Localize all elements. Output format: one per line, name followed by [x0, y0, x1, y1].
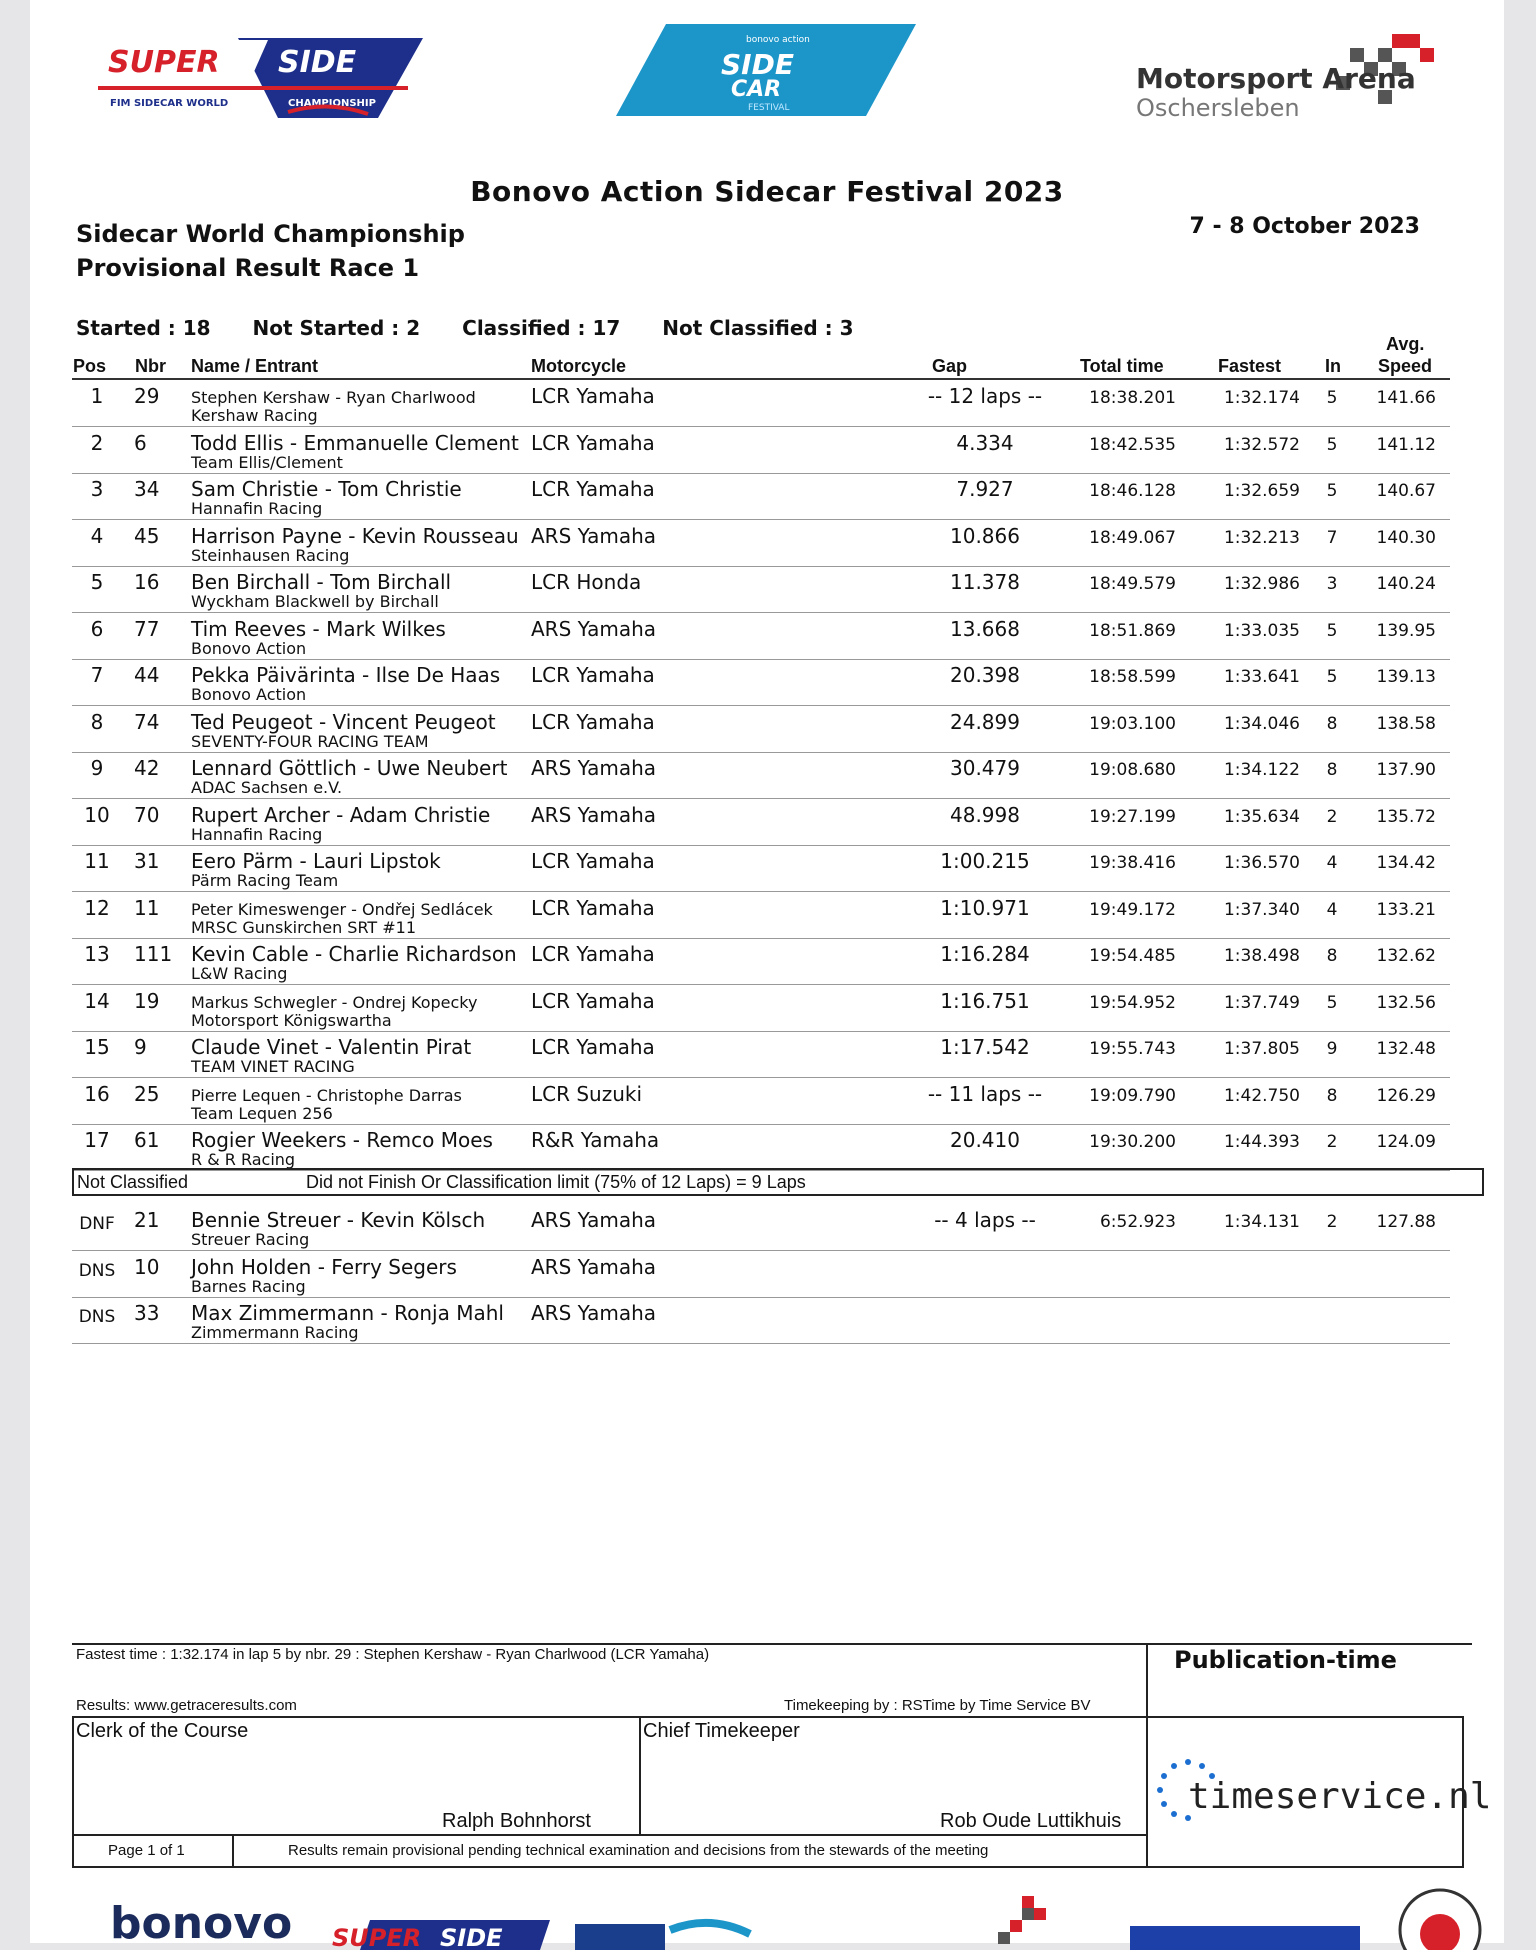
row-speed: 139.95	[1376, 620, 1436, 641]
row-pos: 16	[84, 1081, 110, 1106]
row-pos: 7	[90, 663, 104, 687]
row-nbr: 10	[134, 1254, 160, 1279]
sponsor-strip	[70, 1890, 1490, 1950]
row-fastest: 1:33.035	[1223, 620, 1300, 641]
clerk-name: Ralph Bohnhorst	[442, 1810, 591, 1832]
row-in: 4	[1326, 899, 1338, 920]
row-divider	[72, 938, 1450, 939]
row-speed: 126.29	[1376, 1085, 1436, 1106]
row-in: 2	[1326, 1132, 1338, 1152]
row-entrant: Hannafin Racing	[191, 824, 323, 844]
row-nbr: 34	[134, 477, 160, 501]
row-fastest: 1:32.659	[1223, 481, 1300, 501]
row-divider	[72, 1343, 1450, 1344]
svg-text:FESTIVAL: FESTIVAL	[748, 103, 790, 113]
row-gap: 1:16.751	[940, 988, 1030, 1013]
row-in: 2	[1326, 1212, 1338, 1232]
row-entrant: Wyckham Blackwell by Birchall	[191, 592, 439, 611]
svg-text:timeservice.nl: timeservice.nl	[1188, 1776, 1492, 1817]
row-gap: -- 11 laps --	[927, 1081, 1043, 1106]
row-gap: 1:16.284	[940, 942, 1030, 966]
svg-text:SIDE: SIDE	[278, 45, 357, 80]
row-motorcycle: ARS Yamaha	[531, 1208, 657, 1232]
row-total-time: 18:49.067	[1089, 527, 1176, 548]
row-in: 8	[1326, 760, 1338, 780]
row-entrant: Barnes Racing	[191, 1276, 306, 1296]
row-motorcycle: ARS Yamaha	[531, 802, 657, 827]
result-title: Provisional Result Race 1	[76, 254, 420, 282]
not-classified-label: Not Classified	[77, 1172, 189, 1192]
row-entrant: Team Ellis/Clement	[191, 452, 343, 472]
row-motorcycle: ARS Yamaha	[531, 1254, 657, 1279]
row-nbr: 44	[134, 663, 160, 687]
row-gap: 10.866	[950, 523, 1020, 548]
row-name: Eero Pärm - Lauri Lipstok	[191, 849, 441, 873]
timeservice-logo	[1148, 1752, 1492, 1832]
row-speed: 137.90	[1376, 760, 1436, 780]
row-name: Bennie Streuer - Kevin Kölsch	[191, 1208, 486, 1232]
row-divider	[72, 1031, 1450, 1032]
disclaimer: Results remain provisional pending technical examination and decisions from the stewards of the meeting	[288, 1842, 989, 1859]
col-in: In	[1325, 356, 1341, 376]
row-pos: 12	[84, 895, 110, 920]
row-motorcycle: LCR Yamaha	[531, 430, 655, 455]
col-pos: Pos	[73, 356, 107, 376]
row-fastest: 1:32.174	[1223, 388, 1300, 408]
row-divider	[72, 1250, 1450, 1251]
row-total-time: 19:30.200	[1089, 1132, 1176, 1152]
row-divider	[72, 473, 1450, 474]
row-fastest: 1:37.805	[1223, 1039, 1300, 1059]
row-name: Lennard Göttlich - Uwe Neubert	[191, 756, 508, 780]
row-fastest: 1:33.641	[1223, 667, 1300, 687]
row-motorcycle: LCR Yamaha	[531, 477, 655, 501]
stat-started: Started : 18	[76, 316, 211, 340]
row-in: 8	[1326, 946, 1338, 966]
row-total-time: 18:58.599	[1089, 667, 1176, 687]
row-speed: 132.48	[1376, 1039, 1436, 1059]
row-entrant: Kershaw Racing	[191, 406, 318, 425]
row-total-time: 6:52.923	[1099, 1212, 1176, 1232]
row-entrant: R & R Racing	[191, 1150, 296, 1169]
row-fastest: 1:37.749	[1223, 992, 1300, 1013]
row-divider	[72, 752, 1450, 753]
row-nbr: 19	[134, 988, 160, 1013]
row-total-time: 19:27.199	[1089, 806, 1176, 827]
row-motorcycle: ARS Yamaha	[531, 756, 657, 780]
row-nbr: 70	[134, 802, 160, 827]
row-in: 9	[1326, 1039, 1338, 1059]
row-name: Harrison Payne - Kevin Rousseau	[191, 523, 519, 548]
row-name: Pekka Päivärinta - Ilse De Haas	[191, 663, 501, 687]
row-total-time: 18:46.128	[1089, 481, 1176, 501]
row-name: Todd Ellis - Emmanuelle Clement	[191, 430, 519, 455]
row-motorcycle: LCR Honda	[531, 570, 642, 594]
row-gap: 1:17.542	[940, 1035, 1030, 1059]
row-nbr: 9	[134, 1035, 147, 1059]
row-total-time: 19:38.416	[1089, 853, 1176, 873]
row-speed: 132.62	[1376, 946, 1436, 966]
row-gap: 4.334	[956, 430, 1014, 455]
row-entrant: Hannafin Racing	[191, 499, 323, 518]
col-total-time: Total time	[1080, 356, 1164, 376]
row-fastest: 1:42.750	[1223, 1085, 1300, 1106]
row-fastest: 1:34.131	[1223, 1212, 1300, 1232]
publication-time-label: Publication-time	[1174, 1646, 1397, 1674]
row-motorcycle: R&R Yamaha	[531, 1128, 660, 1152]
chief-timekeeper-label: Chief Timekeeper	[643, 1720, 800, 1742]
row-divider	[72, 1124, 1450, 1125]
row-nbr: 42	[134, 756, 160, 780]
row-entrant: Zimmermann Racing	[191, 1323, 359, 1342]
row-divider	[72, 612, 1450, 613]
col-motorcycle: Motorcycle	[531, 356, 627, 376]
col-nbr: Nbr	[135, 356, 166, 376]
row-name: Markus Schwegler - Ondrej Kopecky	[191, 992, 478, 1012]
row-name: Rogier Weekers - Remco Moes	[191, 1128, 493, 1152]
row-fastest: 1:32.572	[1223, 434, 1300, 455]
row-pos: 17	[84, 1128, 110, 1152]
row-pos: 11	[84, 849, 110, 873]
row-pos: 1	[90, 384, 104, 408]
row-in: 4	[1326, 853, 1338, 873]
row-gap: 20.410	[950, 1128, 1020, 1152]
svg-text:bonovo action: bonovo action	[746, 35, 810, 45]
row-in: 2	[1326, 806, 1338, 827]
row-motorcycle: LCR Yamaha	[531, 384, 655, 408]
row-speed: 141.12	[1376, 434, 1436, 455]
row-pos: 14	[84, 988, 110, 1013]
row-name: Kevin Cable - Charlie Richardson	[191, 942, 517, 966]
row-nbr: 61	[134, 1128, 160, 1152]
row-entrant: Steinhausen Racing	[191, 545, 350, 565]
row-fastest: 1:36.570	[1223, 853, 1300, 873]
clerk-label: Clerk of the Course	[76, 1720, 249, 1742]
row-motorcycle: LCR Yamaha	[531, 942, 655, 966]
row-gap: -- 4 laps --	[934, 1208, 1036, 1232]
row-nbr: 74	[134, 709, 160, 734]
results-sheet	[30, 0, 1504, 1950]
row-name: Sam Christie - Tom Christie	[191, 477, 462, 501]
row-in: 5	[1326, 481, 1338, 501]
row-nbr: 16	[134, 570, 160, 594]
chief-timekeeper-name: Rob Oude Luttikhuis	[940, 1810, 1122, 1832]
page-number: Page 1 of 1	[108, 1842, 185, 1859]
superside-logo	[78, 30, 428, 126]
timekeeping-credit: Timekeeping by : RSTime by Time Service BV	[784, 1697, 1091, 1714]
row-gap: -- 12 laps --	[927, 384, 1043, 408]
row-divider	[72, 845, 1450, 846]
row-speed: 140.67	[1376, 481, 1436, 501]
row-total-time: 18:38.201	[1089, 388, 1176, 408]
svg-text:SUPER: SUPER	[332, 1924, 422, 1950]
col-avg: Avg.	[1386, 334, 1425, 354]
row-fastest: 1:37.340	[1223, 899, 1300, 920]
row-nbr: 21	[134, 1208, 160, 1232]
row-pos: 2	[90, 430, 104, 455]
row-speed: 132.56	[1376, 992, 1436, 1013]
row-total-time: 19:55.743	[1089, 1039, 1176, 1059]
row-nbr: 45	[134, 523, 160, 548]
col-gap: Gap	[932, 356, 968, 376]
row-total-time: 19:08.680	[1089, 760, 1176, 780]
row-nbr: 31	[134, 849, 160, 873]
row-fastest: 1:32.213	[1223, 527, 1300, 548]
row-gap: 24.899	[950, 709, 1020, 734]
fastest-time-note: Fastest time : 1:32.174 in lap 5 by nbr. 29 : Stephen Kershaw - Ryan Charlwood (LCR Yamaha)	[76, 1646, 710, 1663]
row-speed: 139.13	[1376, 667, 1436, 687]
row-divider	[72, 798, 1450, 799]
row-speed: 135.72	[1376, 806, 1436, 827]
row-pos: 3	[90, 477, 104, 501]
row-entrant: Bonovo Action	[191, 638, 307, 658]
row-fastest: 1:44.393	[1223, 1132, 1300, 1152]
not-classified-banner	[72, 1168, 1484, 1196]
motorsport-arena-logo	[1120, 28, 1460, 128]
row-fastest: 1:34.046	[1223, 713, 1300, 734]
row-nbr: 77	[134, 616, 160, 641]
row-fastest: 1:34.122	[1223, 760, 1300, 780]
row-name: John Holden - Ferry Segers	[191, 1254, 457, 1279]
row-pos: 10	[84, 802, 110, 827]
row-divider	[72, 426, 1450, 427]
svg-text:SUPER: SUPER	[108, 45, 220, 80]
row-gap: 20.398	[950, 663, 1020, 687]
row-divider	[72, 1297, 1450, 1298]
row-gap: 1:00.215	[940, 849, 1030, 873]
row-divider	[72, 566, 1450, 567]
row-in: 8	[1326, 713, 1338, 734]
row-entrant: Team Lequen 256	[191, 1103, 333, 1123]
row-in: 7	[1326, 527, 1338, 548]
row-name: Tim Reeves - Mark Wilkes	[191, 616, 446, 641]
row-motorcycle: LCR Yamaha	[531, 988, 655, 1013]
row-pos: 13	[84, 942, 110, 966]
row-gap: 30.479	[950, 756, 1020, 780]
row-pos: 5	[90, 570, 104, 594]
row-nbr: 111	[134, 942, 173, 966]
row-in: 5	[1326, 992, 1338, 1013]
stat-not-classified: Not Classified : 3	[662, 316, 854, 340]
event-title: Bonovo Action Sidecar Festival 2023	[470, 175, 1064, 208]
results-url: Results: www.getraceresults.com	[76, 1697, 297, 1714]
row-pos: 4	[90, 523, 104, 548]
row-entrant: ADAC Sachsen e.V.	[191, 778, 343, 797]
row-total-time: 19:49.172	[1089, 899, 1176, 920]
stat-not-started: Not Started : 2	[252, 316, 421, 340]
row-nbr: 33	[134, 1301, 160, 1325]
row-name: Pierre Lequen - Christophe Darras	[191, 1085, 462, 1105]
row-name: Rupert Archer - Adam Christie	[191, 802, 491, 827]
row-pos: 8	[90, 709, 104, 734]
row-motorcycle: ARS Yamaha	[531, 523, 657, 548]
row-gap: 11.378	[950, 570, 1020, 594]
row-in: 5	[1326, 434, 1338, 455]
col-fastest: Fastest	[1218, 356, 1282, 376]
svg-text:Oschersleben: Oschersleben	[1136, 94, 1300, 122]
svg-text:SIDE: SIDE	[440, 1924, 503, 1950]
svg-text:CHAMPIONSHIP: CHAMPIONSHIP	[288, 98, 376, 109]
row-pos: DNS	[78, 1307, 116, 1327]
row-total-time: 19:09.790	[1089, 1085, 1176, 1106]
row-divider	[72, 519, 1450, 520]
row-nbr: 6	[134, 430, 147, 455]
row-in: 5	[1326, 667, 1338, 687]
row-total-time: 18:51.869	[1089, 620, 1176, 641]
row-pos: DNS	[78, 1260, 116, 1281]
row-pos: 9	[90, 756, 104, 780]
row-fastest: 1:32.986	[1223, 574, 1300, 594]
row-fastest: 1:35.634	[1223, 806, 1300, 827]
row-entrant: SEVENTY-FOUR RACING TEAM	[191, 731, 429, 751]
row-entrant: MRSC Gunskirchen SRT #11	[191, 917, 417, 937]
not-classified-note: Did not Finish Or Classification limit (75% of 12 Laps) = 9 Laps	[306, 1172, 806, 1192]
row-speed: 124.09	[1376, 1132, 1436, 1152]
row-entrant: TEAM VINET RACING	[191, 1057, 355, 1076]
row-divider	[72, 705, 1450, 706]
row-name: Ted Peugeot - Vincent Peugeot	[191, 709, 496, 734]
row-speed: 134.42	[1376, 853, 1436, 873]
row-motorcycle: ARS Yamaha	[531, 616, 657, 641]
row-pos: 15	[84, 1035, 110, 1059]
row-speed: 133.21	[1376, 899, 1436, 920]
svg-text:CAR: CAR	[731, 77, 782, 102]
row-gap: 13.668	[950, 616, 1020, 641]
row-fastest: 1:38.498	[1223, 946, 1300, 966]
row-pos: 6	[90, 616, 104, 641]
row-speed: 127.88	[1376, 1212, 1436, 1232]
row-in: 8	[1326, 1085, 1338, 1106]
row-motorcycle: ARS Yamaha	[531, 1301, 657, 1325]
row-total-time: 18:49.579	[1089, 574, 1176, 594]
row-speed: 140.30	[1376, 527, 1436, 548]
row-motorcycle: LCR Yamaha	[531, 709, 655, 734]
row-gap: 7.927	[956, 477, 1014, 501]
row-total-time: 19:54.952	[1089, 992, 1176, 1013]
row-divider	[72, 891, 1450, 892]
row-in: 5	[1326, 620, 1338, 641]
sidecar-festival-logo	[616, 24, 916, 116]
row-name: Ben Birchall - Tom Birchall	[191, 570, 452, 594]
row-entrant: Pärm Racing Team	[191, 871, 339, 890]
row-motorcycle: LCR Yamaha	[531, 1035, 655, 1059]
row-total-time: 19:03.100	[1089, 713, 1176, 734]
col-name: Name / Entrant	[191, 356, 319, 376]
header-rule	[72, 378, 1450, 380]
row-entrant: Bonovo Action	[191, 685, 307, 704]
row-motorcycle: LCR Suzuki	[531, 1081, 643, 1106]
svg-text:SIDE: SIDE	[721, 48, 794, 81]
row-pos: DNF	[79, 1214, 115, 1234]
row-name: Claude Vinet - Valentin Pirat	[191, 1035, 472, 1059]
svg-text:bonovo: bonovo	[110, 1898, 293, 1949]
row-gap: 1:10.971	[940, 895, 1030, 920]
row-name: Peter Kimeswenger - Ondřej Sedlácek	[191, 899, 493, 919]
signature-box	[72, 1716, 1492, 1868]
row-divider	[72, 1077, 1450, 1078]
row-in: 3	[1326, 574, 1338, 594]
row-nbr: 29	[134, 384, 160, 408]
row-divider	[72, 984, 1450, 985]
row-name: Stephen Kershaw - Ryan Charlwood	[191, 388, 476, 407]
row-motorcycle: LCR Yamaha	[531, 663, 655, 687]
row-total-time: 18:42.535	[1089, 434, 1176, 455]
championship-title: Sidecar World Championship	[76, 220, 465, 248]
row-nbr: 25	[134, 1081, 160, 1106]
row-entrant: Motorsport Königswartha	[191, 1010, 392, 1030]
footer-rule	[72, 1643, 1472, 1645]
row-motorcycle: LCR Yamaha	[531, 849, 655, 873]
row-speed: 140.24	[1376, 574, 1436, 594]
row-name: Max Zimmermann - Ronja Mahl	[191, 1301, 504, 1325]
row-divider	[72, 659, 1450, 660]
event-date: 7 - 8 October 2023	[1189, 214, 1420, 239]
row-speed: 141.66	[1376, 388, 1436, 408]
row-entrant: L&W Racing	[191, 964, 288, 983]
stat-classified: Classified : 17	[462, 316, 621, 340]
row-motorcycle: LCR Yamaha	[531, 895, 655, 920]
row-speed: 138.58	[1376, 713, 1436, 734]
race-stats	[76, 316, 854, 340]
row-in: 5	[1326, 388, 1338, 408]
row-entrant: Streuer Racing	[191, 1230, 310, 1249]
svg-text:FIM SIDECAR WORLD: FIM SIDECAR WORLD	[110, 98, 229, 109]
col-speed: Speed	[1378, 356, 1433, 376]
row-nbr: 11	[134, 895, 160, 920]
row-gap: 48.998	[950, 802, 1020, 827]
row-total-time: 19:54.485	[1089, 946, 1176, 966]
svg-text:Motorsport Arena: Motorsport Arena	[1136, 62, 1416, 95]
